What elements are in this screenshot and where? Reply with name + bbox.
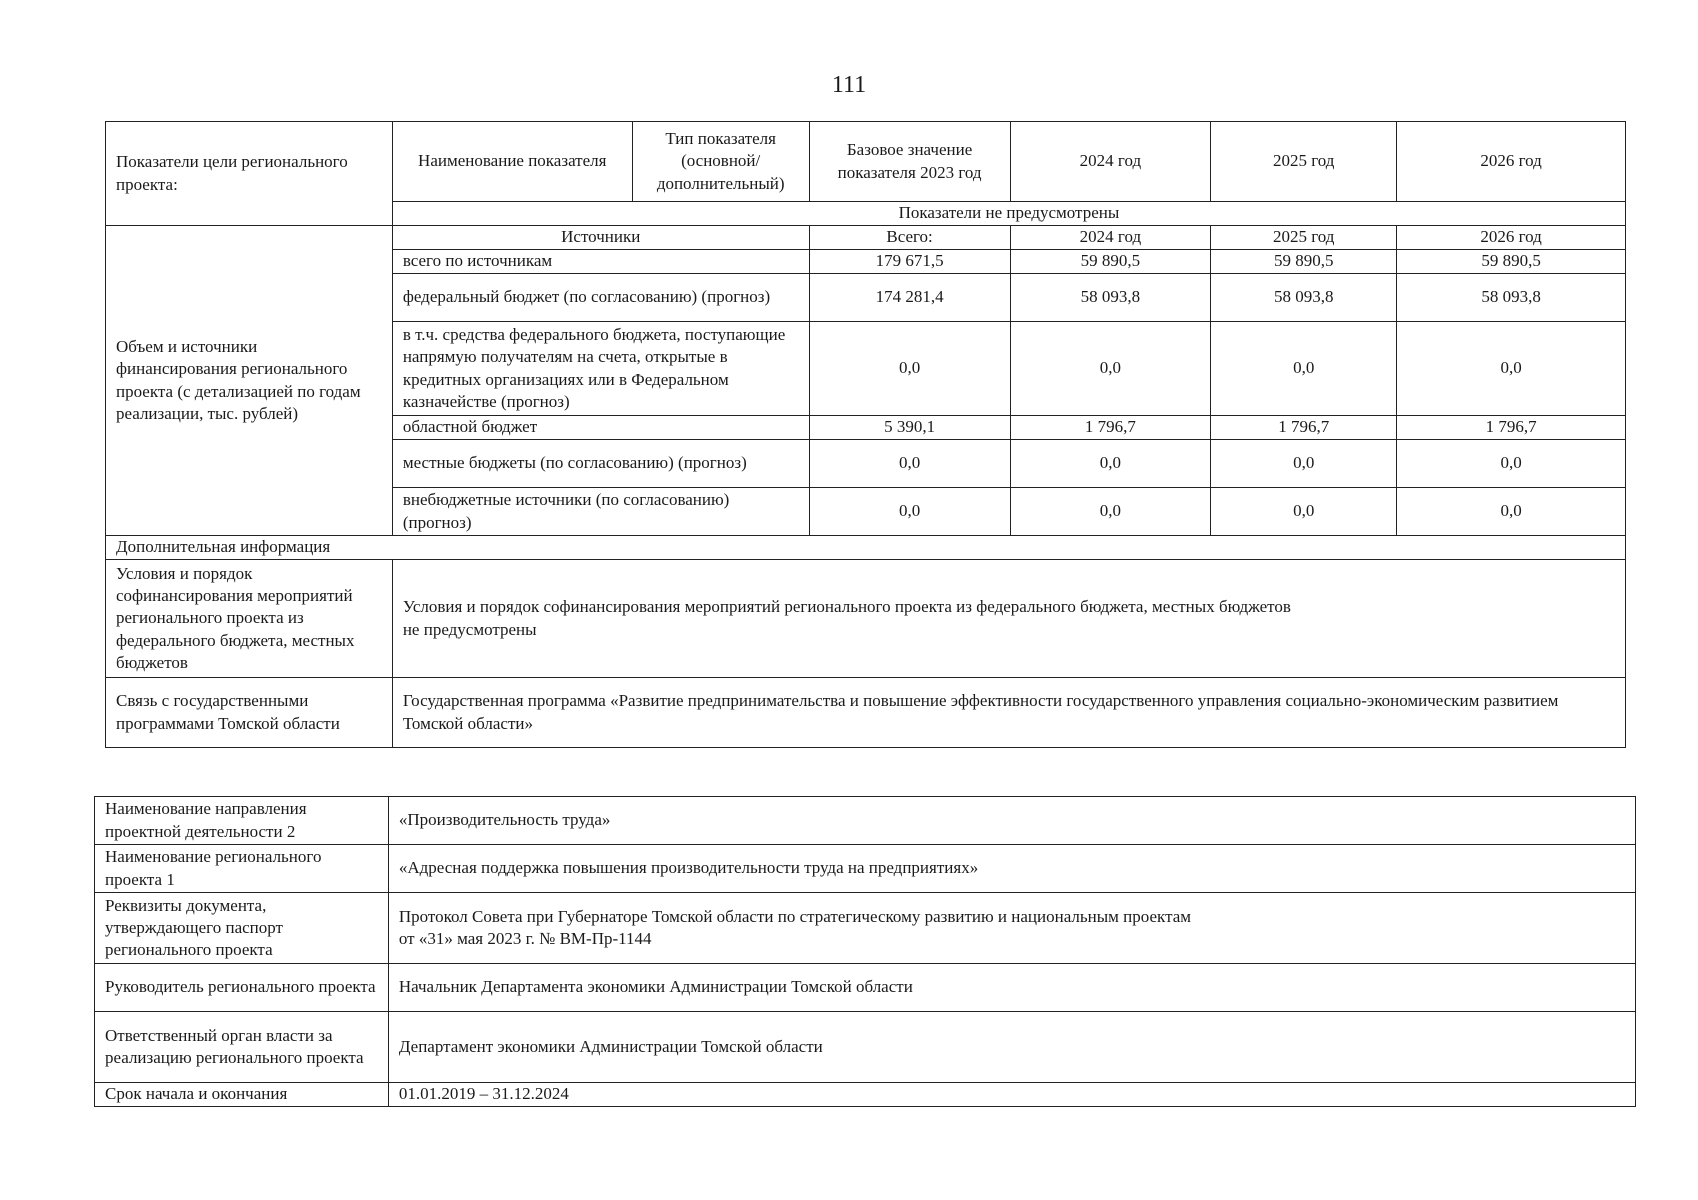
cofinancing-value bbox=[392, 560, 1625, 678]
period-label: Срок начала и окончания bbox=[95, 1083, 389, 1107]
source-name: всего по источникам bbox=[392, 250, 809, 274]
value-2026: 0,0 bbox=[1397, 440, 1626, 488]
project-head-label: Руководитель регионального проекта bbox=[95, 964, 389, 1012]
cofinancing-value-line2: не предусмотрены bbox=[402, 619, 537, 639]
source-name: в т.ч. средства федерального бюджета, поступающие напрямую получателям на счета, открытые в кредитных организациях или в Федеральном казначействе (прогноз) bbox=[392, 322, 809, 416]
value-2025: 0,0 bbox=[1211, 322, 1397, 416]
page-number: 111 bbox=[831, 72, 867, 98]
value-total: 0,0 bbox=[809, 322, 1010, 416]
value-2025: 0,0 bbox=[1211, 440, 1397, 488]
cofinancing-value-line1: Условия и порядок софинансирования мероприятий регионального проекта из федерального бюджета, местных бюджетов bbox=[402, 597, 1291, 617]
value-2026: 1 796,7 bbox=[1397, 416, 1626, 440]
value-total: 179 671,5 bbox=[809, 250, 1010, 274]
value-total: 5 390,1 bbox=[809, 416, 1010, 440]
project-passport-table bbox=[105, 121, 1626, 748]
source-name: внебюджетные источники (по согласованию) (прогноз) bbox=[392, 488, 809, 536]
program-link-value: Государственная программа «Развитие предпринимательства и повышение эффективности государственного управления социально-экономическим развитием Томской области» bbox=[392, 678, 1625, 748]
value-2025: 59 890,5 bbox=[1211, 250, 1397, 274]
table-row bbox=[95, 893, 1636, 964]
project-details-table bbox=[94, 796, 1636, 1107]
value-2025: 1 796,7 bbox=[1211, 416, 1397, 440]
project-name-label: Наименование регионального проекта 1 bbox=[95, 845, 389, 893]
cofinancing-label: Условия и порядок софинансирования мероприятий регионального проекта из федерального бюджета, местных бюджетов bbox=[106, 560, 393, 678]
header-2026: 2026 год bbox=[1397, 122, 1626, 202]
header-sources: Источники bbox=[392, 226, 809, 250]
header-indicator-name: Наименование показателя bbox=[392, 122, 632, 202]
funding-label: Объем и источники финансирования регионального проекта (с детализацией по годам реализации, тыс. рублей) bbox=[106, 226, 393, 536]
value-2026: 0,0 bbox=[1397, 322, 1626, 416]
goal-indicators-label: Показатели цели регионального проекта: bbox=[106, 122, 393, 226]
header-2025: 2025 год bbox=[1211, 122, 1397, 202]
value-total: 0,0 bbox=[809, 488, 1010, 536]
value-2026: 58 093,8 bbox=[1397, 274, 1626, 322]
value-2026: 59 890,5 bbox=[1397, 250, 1626, 274]
no-indicators-note: Показатели не предусмотрены bbox=[392, 202, 1625, 226]
document-label: Реквизиты документа, утверждающего паспорт регионального проекта bbox=[95, 893, 389, 964]
table-row bbox=[95, 964, 1636, 1012]
responsible-body-label: Ответственный орган власти за реализацию регионального проекта bbox=[95, 1012, 389, 1083]
value-2024: 1 796,7 bbox=[1010, 416, 1211, 440]
header-2024: 2024 год bbox=[1010, 122, 1211, 202]
value-2024: 0,0 bbox=[1010, 488, 1211, 536]
value-2024: 58 093,8 bbox=[1010, 274, 1211, 322]
header-indicator-type: Тип показателя (основной/ дополнительный) bbox=[632, 122, 809, 202]
source-name: федеральный бюджет (по согласованию) (прогноз) bbox=[392, 274, 809, 322]
value-2024: 59 890,5 bbox=[1010, 250, 1211, 274]
value-2026: 0,0 bbox=[1397, 488, 1626, 536]
table-row bbox=[95, 1012, 1636, 1083]
funding-header-2026: 2026 год bbox=[1397, 226, 1626, 250]
funding-header-2024: 2024 год bbox=[1010, 226, 1211, 250]
value-2024: 0,0 bbox=[1010, 440, 1211, 488]
program-link-label: Связь с государственными программами Томской области bbox=[106, 678, 393, 748]
direction-name-label: Наименование направления проектной деятельности 2 bbox=[95, 797, 389, 845]
header-total: Всего: bbox=[809, 226, 1010, 250]
period-value: 01.01.2019 – 31.12.2024 bbox=[388, 1083, 1635, 1107]
table-row bbox=[95, 845, 1636, 893]
project-name-value: «Адресная поддержка повышения производительности труда на предприятиях» bbox=[388, 845, 1635, 893]
source-name: местные бюджеты (по согласованию) (прогноз) bbox=[392, 440, 809, 488]
value-total: 0,0 bbox=[809, 440, 1010, 488]
additional-info-heading: Дополнительная информация bbox=[106, 536, 1626, 560]
table-row bbox=[95, 797, 1636, 845]
project-head-value: Начальник Департамента экономики Администрации Томской области bbox=[388, 964, 1635, 1012]
value-2024: 0,0 bbox=[1010, 322, 1211, 416]
value-2025: 0,0 bbox=[1211, 488, 1397, 536]
table-row bbox=[95, 1083, 1636, 1107]
direction-name-value: «Производительность труда» bbox=[388, 797, 1635, 845]
value-2025: 58 093,8 bbox=[1211, 274, 1397, 322]
document-value bbox=[388, 893, 1635, 964]
document-value-line1: Протокол Совета при Губернаторе Томской области по стратегическому развитию и национальным проектам bbox=[398, 906, 1192, 926]
document-value-line2: от «31» мая 2023 г. № ВМ-Пр-1144 bbox=[398, 929, 652, 948]
responsible-body-value: Департамент экономики Администрации Томской области bbox=[388, 1012, 1635, 1083]
funding-header-2025: 2025 год bbox=[1211, 226, 1397, 250]
value-total: 174 281,4 bbox=[809, 274, 1010, 322]
header-base-value: Базовое значение показателя 2023 год bbox=[809, 122, 1010, 202]
source-name: областной бюджет bbox=[392, 416, 809, 440]
